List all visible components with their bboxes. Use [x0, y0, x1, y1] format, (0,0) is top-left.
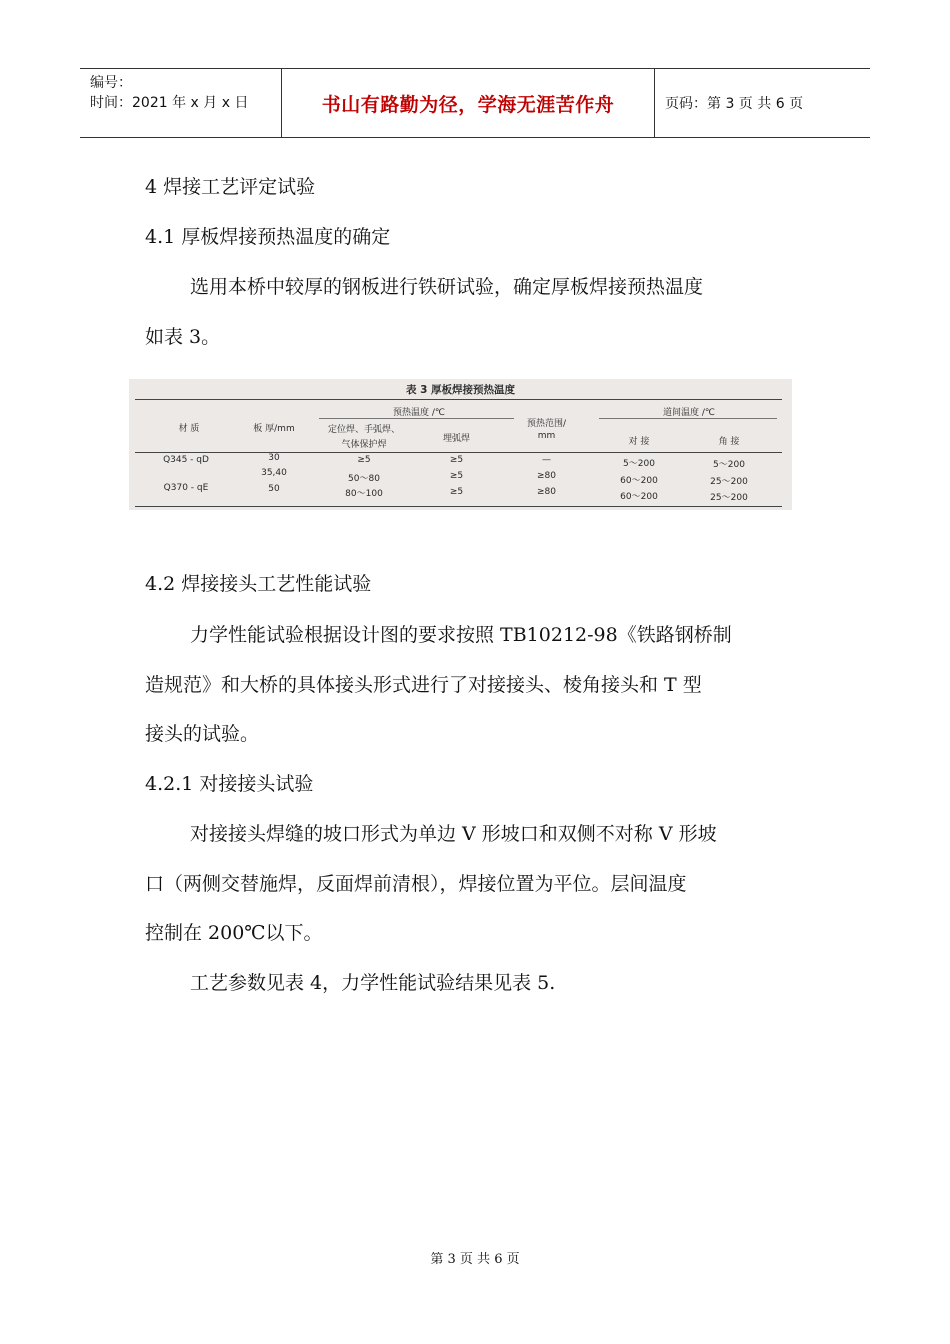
table-header-preheat-manual-l2: 气体保护焊 [341, 440, 387, 450]
paragraph-3-line-3: 控制在 200℃以下。 [145, 922, 323, 944]
paragraph-2-line-3: 接头的试验。 [145, 723, 260, 745]
table-header-rule [135, 452, 782, 453]
table-cell-material: Q345 - qD [163, 455, 209, 465]
section-heading-4-2-1: 4.2.1 对接接头试验 [145, 773, 314, 795]
document-number-label: 编号： [90, 75, 132, 91]
table-cell-preheat-submerged: ≥5 [449, 471, 464, 481]
table-cell-thickness: 35,40 [261, 468, 287, 478]
table-3-image [129, 379, 792, 510]
table-header-corner: 角 接 [718, 437, 740, 447]
table-header-thickness: 板 厚/mm [253, 424, 295, 434]
table-header-range-l1: 预热范围/ [526, 419, 567, 429]
section-heading-4-1: 4.1 厚板焊接预热温度的确定 [145, 226, 391, 248]
table-cell-range: ≥80 [537, 487, 556, 497]
table-cell-preheat-submerged: ≥5 [449, 455, 464, 465]
paragraph-3-line-1: 对接接头焊缝的坡口形式为单边 V 形坡口和双侧不对称 V 形坡 [190, 823, 717, 845]
interpass-group-rule [599, 418, 777, 419]
preheat-group-rule [319, 418, 514, 419]
table-header-butt: 对 接 [628, 437, 650, 447]
header-meta [80, 69, 282, 137]
table-title: 表 3 厚板焊接预热温度 [405, 384, 516, 396]
page-header [80, 68, 870, 138]
table-cell-preheat-manual: ≥5 [357, 455, 371, 465]
table-cell-preheat-manual: 50～80 [348, 474, 380, 484]
paragraph-4: 工艺参数见表 4，力学性能试验结果见表 5. [190, 972, 556, 994]
table-header-preheat: 预热温度 /℃ [392, 408, 445, 418]
table-top-rule [135, 399, 782, 400]
header-motto: 书山有路勤为径，学海无涯苦作舟 [321, 93, 615, 116]
table-header-preheat-submerged: 埋弧焊 [442, 434, 470, 444]
table-cell-thickness: 50 [268, 484, 280, 494]
paragraph-1-line-1: 选用本桥中较厚的钢板进行铁研试验，确定厚板焊接预热温度 [190, 276, 704, 298]
section-heading-4: 4 焊接工艺评定试验 [145, 176, 316, 198]
table-header-range-l2: mm [537, 431, 556, 441]
header-motto-cell [282, 69, 655, 137]
table-header-material: 材 质 [178, 424, 200, 434]
paragraph-1-line-2: 如表 3。 [145, 326, 221, 348]
table-cell-butt: 60～200 [620, 492, 658, 502]
table-cell-range: — [542, 455, 551, 465]
table-cell-preheat-manual: 80～100 [345, 489, 383, 499]
table-cell-material: Q370 - qE [163, 483, 209, 493]
table-cell-thickness: 30 [268, 453, 280, 463]
table-cell-butt: 60～200 [620, 476, 658, 486]
document-date: 时间：2021 年 x 月 x 日 [90, 95, 249, 111]
table-cell-range: ≥80 [537, 471, 556, 481]
paragraph-3-line-2: 口（两侧交替施焊，反面焊前清根），焊接位置为平位。层间温度 [145, 873, 687, 895]
section-heading-4-2: 4.2 焊接接头工艺性能试验 [145, 573, 372, 595]
header-page-number: 页码：第 3 页 共 6 页 [665, 96, 804, 112]
paragraph-2-line-1: 力学性能试验根据设计图的要求按照 TB10212-98《铁路钢桥制 [190, 624, 732, 646]
table-cell-corner: 5～200 [713, 460, 745, 470]
table-cell-preheat-submerged: ≥5 [449, 487, 464, 497]
table-header-interpass: 道间温度 /℃ [662, 408, 715, 418]
table-cell-corner: 25～200 [710, 493, 748, 503]
table-cell-corner: 25～200 [710, 477, 748, 487]
page-footer: 第 3 页 共 6 页 [430, 1252, 520, 1267]
table-cell-butt: 5～200 [623, 459, 655, 469]
paragraph-2-line-2: 造规范》和大桥的具体接头形式进行了对接接头、棱角接头和 T 型 [145, 674, 702, 696]
table-header-preheat-manual-l1: 定位焊、手弧焊、 [327, 425, 400, 435]
table-bottom-rule [135, 506, 782, 507]
